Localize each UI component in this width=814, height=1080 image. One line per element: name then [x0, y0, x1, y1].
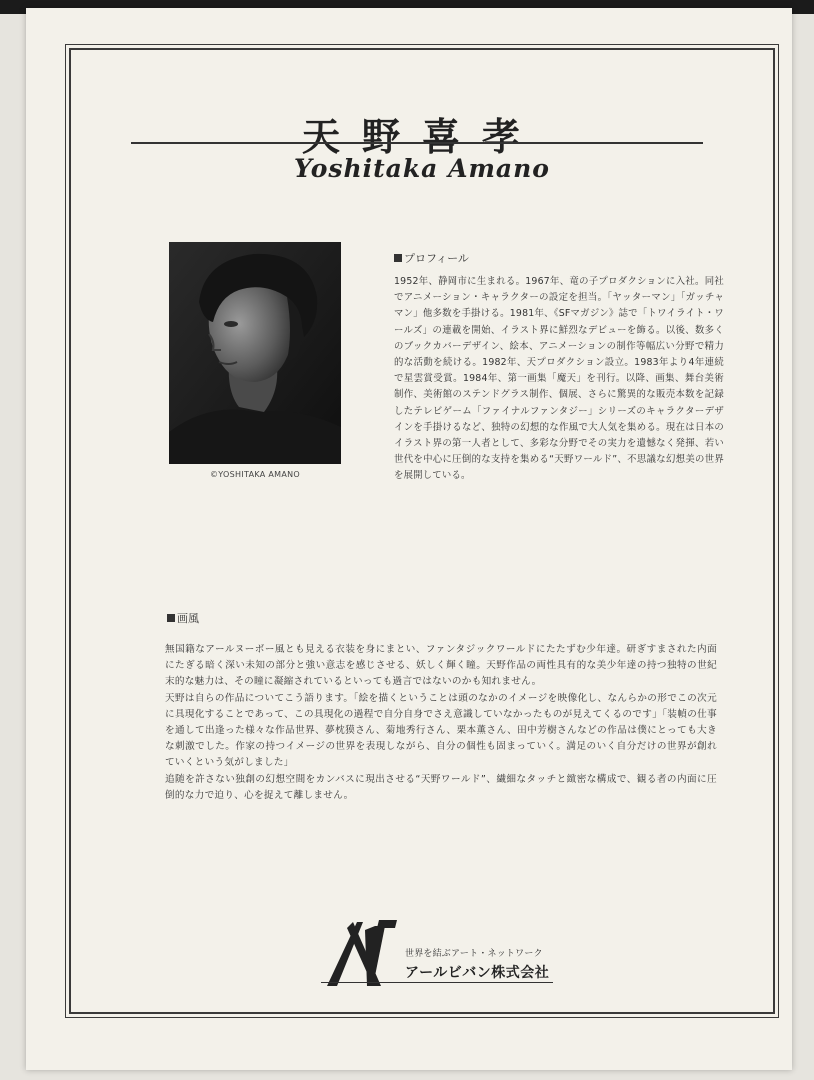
- photo-caption: ©YOSHITAKA AMANO: [210, 470, 300, 479]
- company-name: アールビバン株式会社: [405, 965, 550, 981]
- style-body-text: [165, 642, 717, 804]
- double-border-frame: [69, 48, 775, 1014]
- style-paragraph: 天野は自らの作品についてこう語ります。「絵を描くということは頭のなかのイメージを映像化し、なんらかの形でこの次元に具現化することであって、この具現化の過程で自分自身でさえ意識していなかったものが見えてくるのです」「装幀の仕事を通して出逢った様々な作品世界、夢枕獏さん、菊地秀行さん、栗本薫さん、田中芳樹さんなどの作品は僕にとっても大きな刺激でした。作家の持つイメージの世界を表現しながら、自分の個性も固まっていく。満足のいく自分だけの世界が創れていくという気がしました」: [165, 692, 717, 769]
- profile-body-text: 1952年、静岡市に生まれる。1967年、竜の子プロダクションに入社。同社でアニメーション・キャラクターの設定を担当。「ヤッターマン」「ガッチャマン」他多数を手掛ける。1981年、《SFマガジン》誌で「トワイライト・ワールズ」の連載を開始、イラスト界に鮮烈なデビューを飾る。以後、数多くのブックカバーデザイン、絵本、アニメーションの制作等幅広い分野で精力的な活動を続ける。1982年、天プロダクション設立。1983年より4年連続で星雲賞受賞。1984年、第一画集「魔天」を刊行。以降、画集、舞台美術制作、美術館のステンドグラス制作、個展、さらに驚異的な販売本数を記録したテレビゲーム「ファイナルファンタジー」シリーズのキャラクターデザインを手掛けるなど、独特の幻想的な作風で大人気を集める。現在は日本のイラスト界の第一人者として、多彩な分野でその実力を遺憾なく発揮、若い世代を中心に圧倒的な支持を集める“天野ワールド”、不思議な幻想美の世界を展開している。: [394, 276, 724, 482]
- company-logo-icon: [323, 916, 399, 988]
- portrait-photo: [169, 242, 341, 464]
- page-title-japanese: 天野喜孝: [301, 114, 542, 159]
- style-heading-text: 画風: [177, 612, 199, 625]
- profile-heading: [394, 250, 469, 266]
- title-underline: [131, 142, 703, 144]
- company-tagline: 世界を結ぶアート・ネットワーク: [405, 949, 543, 959]
- square-bullet-icon: [394, 254, 402, 262]
- style-paragraph: 追随を許さない独創の幻想空間をカンバスに現出させる“天野ワールド”、繊細なタッチと緻密な構成で、観る者の内面に圧倒的な力で迫り、心を捉えて離しません。: [165, 773, 717, 801]
- paper-sheet: [26, 8, 792, 1070]
- portrait-illustration: [169, 242, 341, 464]
- company-underline: [321, 982, 553, 983]
- profile-heading-text: プロフィール: [404, 252, 469, 265]
- style-heading: [167, 610, 199, 626]
- style-paragraph: 無国籍なアールヌーボー風とも見える衣装を身にまとい、ファンタジックワールドにたたずむ少年達。研ぎすまされた内面にたぎる暗く深い未知の部分と強い意志を感じさせる、妖しく輝く瞳。天野作品の両性具有的な美少年達の持つ独特の世紀末的な魅力は、その瞳に凝縮されているといっても過言ではないのかも知れません。: [165, 644, 717, 688]
- square-bullet-icon: [167, 614, 175, 622]
- page-title-english: Yoshitaka Amano: [294, 154, 550, 183]
